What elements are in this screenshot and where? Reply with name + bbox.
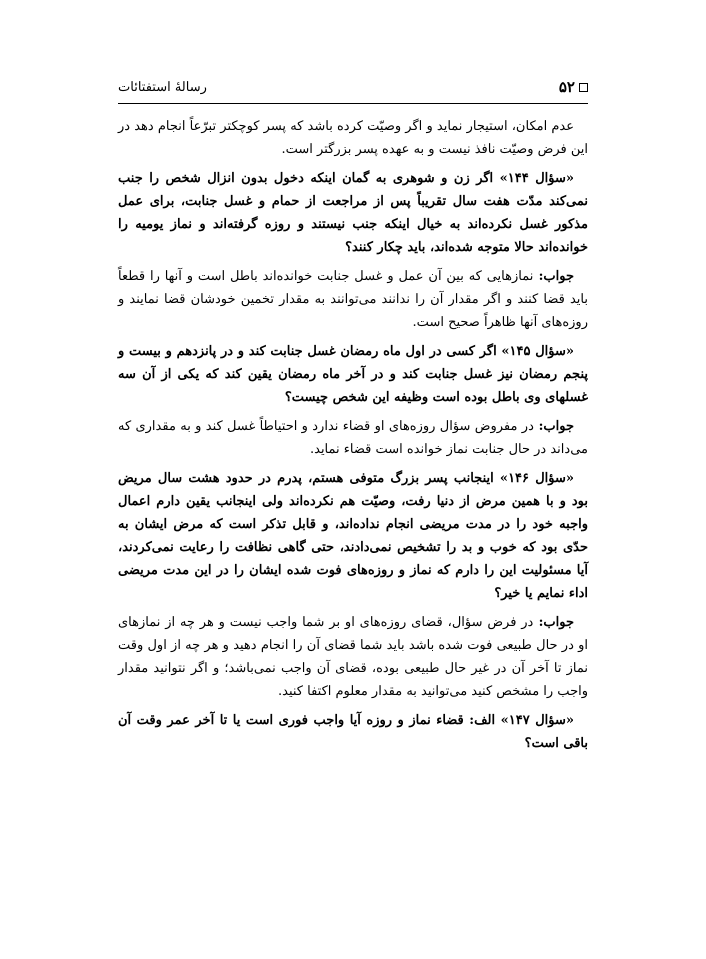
answer-text: در فرض سؤال، قضای روزه‌های او بر شما واجب نیست و هر چه از نمازهای او در حال طبیعی فوت شده باشد باید شما قضای آن را انجام دهید و هر چه از اول وقت نماز تا آخر آن در غیر حال طبیعی بوده، قضای آن واجب نمی‌باشد؛ و اگر نتوانید مقدار واجب را مشخص کنید می‌توانید به مقدار معلوم اکتفا کنید. — [118, 615, 588, 699]
question-145 — [118, 340, 588, 409]
page-number — [559, 78, 588, 96]
page-number-text: ۵۲ — [558, 78, 575, 96]
answer-text: نمازهایی که بین آن عمل و غسل جنابت خوانده‌اند باطل است و آنها را قطعاً باید قضا کنند و اگر مقدار آن را ندانند می‌توانند به مقدار تخمین خودشان قضا نمایند و روزه‌های آنها ظاهراً صحیح است. — [118, 269, 588, 330]
question-text: اگر کسی در اول ماه رمضان غسل جنابت کند و در پانزدهم و بیست و پنجم رمضان نیز غسل جنابت کند و در آخر ماه رمضان یقین کند که یکی از آن سه غسلهای وی باطل بوده است وظیفه این شخص چیست؟ — [118, 344, 588, 405]
answer-label: جواب: — [533, 615, 574, 630]
answer-145 — [118, 415, 588, 461]
question-label: «سؤال ۱۴۵» — [496, 344, 574, 359]
question-text: اینجانب پسر بزرگ متوفی هستم، پدرم در حدود هشت سال مریض بود و با همین مرض از دنیا رفت، وصیّت هم نکرده‌اند ولی اینجانب یقین دارم اعمال واجبه خود را در مدت مریضی انجام نداده‌اند، و قابل تذکر است که مرض ایشان به حدّی بود که خوب و بد را تشخیص نمی‌دادند، حتی گاهی نظافت را رعایت نمی‌کردند، آیا مسئولیت این را دارم که نماز و روزه‌های فوت شده ایشان را در این مدت مریضی اداء نمایم یا خیر؟ — [118, 471, 588, 601]
question-label: «سؤال ۱۴۴» — [493, 171, 574, 186]
body-text — [118, 115, 588, 761]
question-147 — [118, 709, 588, 755]
paragraph-answer-continuation — [118, 115, 588, 161]
square-bullet-icon — [579, 83, 588, 92]
answer-label: جواب: — [533, 269, 574, 284]
paragraph-text: عدم امکان، استیجار نماید و اگر وصیّت کرده باشد که پسر کوچکتر تبرّعاً انجام دهد در این فرض وصیّت نافذ نیست و به عهده پسر بزرگتر است. — [118, 119, 588, 157]
answer-146 — [118, 611, 588, 703]
question-144 — [118, 167, 588, 259]
question-text: الف: قضاء نماز و روزه آیا واجب فوری است یا تا آخر عمر وقت آن باقی است؟ — [118, 713, 588, 751]
book-title: رسالۀ استفتائات — [118, 80, 207, 95]
answer-144 — [118, 265, 588, 334]
question-label: «سؤال ۱۴۷» — [495, 713, 574, 728]
question-text: اگر زن و شوهری به گمان اینکه دخول بدون انزال شخص را جنب نمی‌کند مدّت هفت سال تقریباً پس از مراجعت از حمام و غسل جنابت، برای عمل مذکور غسل نکرده‌اند به خیال اینکه جنب نیستند و روزه گرفته‌اند و نماز یومیه را خوانده‌اند حالا متوجه شده‌اند، باید چکار کنند؟ — [118, 171, 588, 255]
answer-text: در مفروض سؤال روزه‌های او قضاء ندارد و احتیاطاً غسل کند و به مقداری که می‌داند در حال جنابت نماز خوانده است قضاء نماید. — [118, 419, 588, 457]
question-146 — [118, 467, 588, 605]
running-header — [118, 78, 588, 100]
answer-label: جواب: — [533, 419, 574, 434]
question-label: «سؤال ۱۴۶» — [493, 471, 574, 486]
header-rule — [118, 103, 588, 104]
